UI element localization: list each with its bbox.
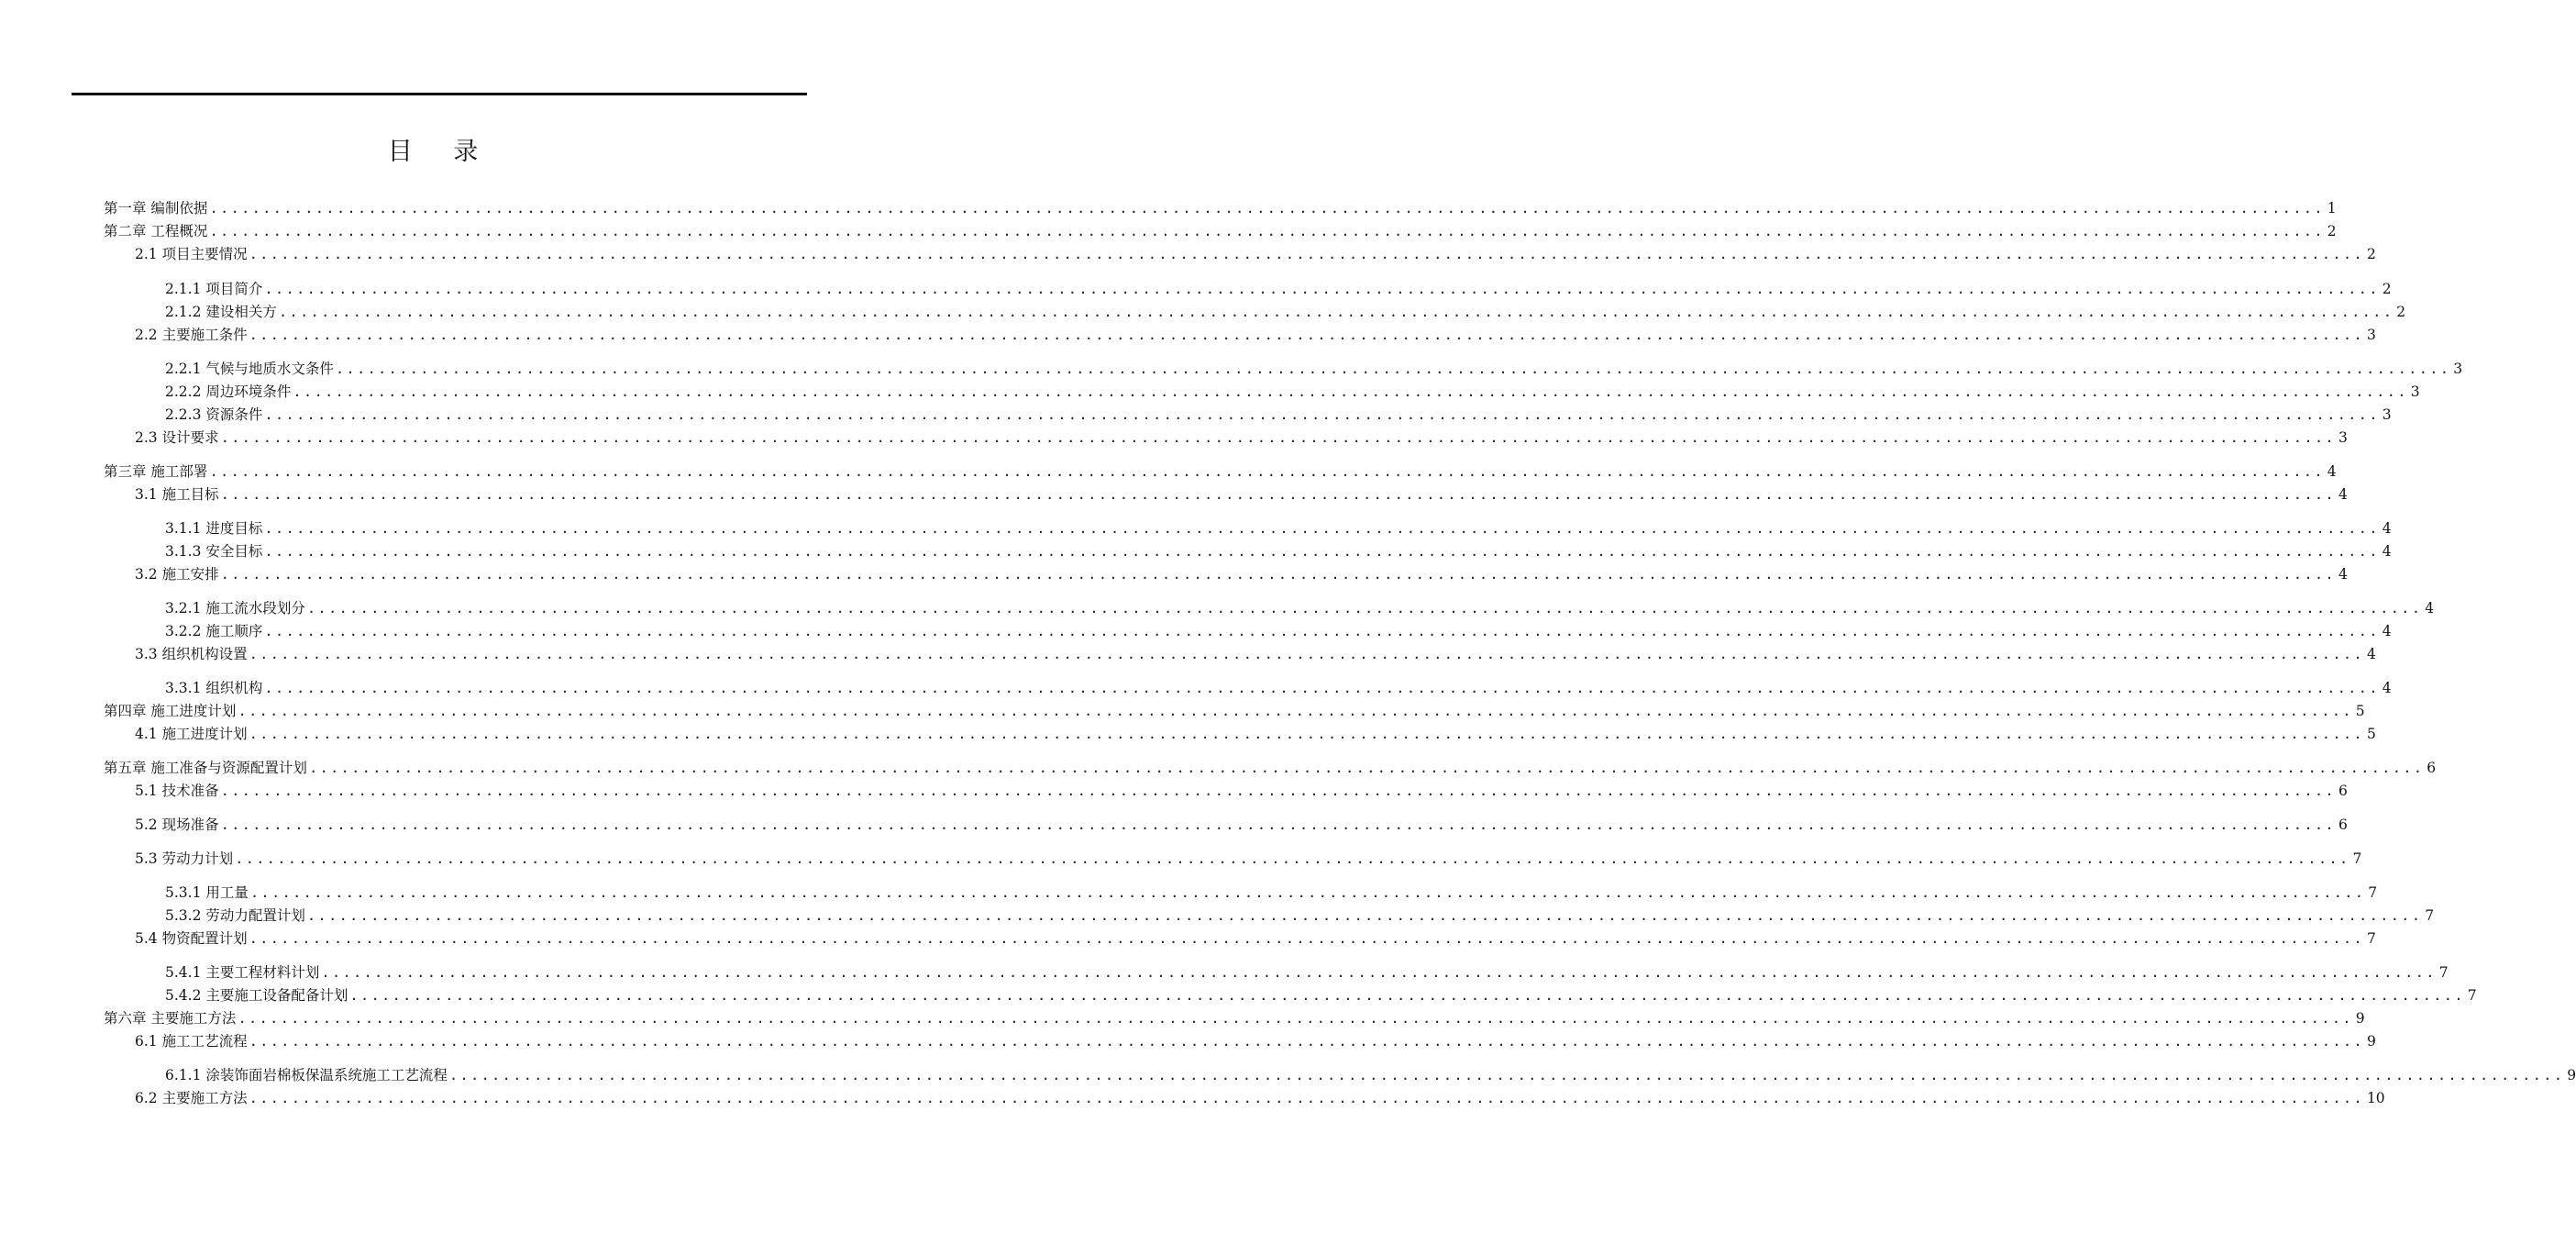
toc-entry[interactable]: [104, 1009, 2365, 1028]
toc-entry[interactable]: [165, 599, 2435, 617]
toc-entry-page: 7: [2368, 884, 2378, 901]
toc-entry-page: 3: [2338, 429, 2348, 446]
toc-entry-label: 3.3.1 组织机构: [165, 680, 263, 696]
toc-entry[interactable]: [165, 622, 2392, 640]
toc-entry[interactable]: [135, 850, 2362, 868]
toc-leader: ........................................................................................................................................................................................................: [209, 223, 2325, 239]
toc-leader: ........................................................................................................................................................................................................: [448, 1067, 2565, 1083]
toc-entry-label: 5.4 物资配置计划: [135, 930, 248, 947]
toc-entry[interactable]: [165, 519, 2392, 538]
toc-leader: ........................................................................................................................................................................................................: [249, 246, 2364, 262]
toc-leader: ........................................................................................................................................................................................................: [220, 783, 2336, 799]
toc-leader: ........................................................................................................................................................................................................: [249, 1090, 2364, 1106]
toc-entry-label: 2.1.2 建设相关方: [165, 304, 277, 320]
toc-leader: ........................................................................................................................................................................................................: [209, 200, 2325, 217]
toc-entry-label: 3.3 组织机构设置: [135, 646, 248, 662]
toc-leader: ........................................................................................................................................................................................................: [220, 429, 2336, 446]
toc-entry[interactable]: [135, 645, 2376, 663]
toc-leader: ........................................................................................................................................................................................................: [264, 680, 2380, 696]
toc-entry-page: 2: [2366, 246, 2376, 262]
toc-entry-label: 3.1 施工目标: [135, 486, 219, 503]
toc-entry-page: 7: [2366, 930, 2376, 947]
toc-entry-page: 3: [2410, 383, 2420, 400]
toc-entry[interactable]: [165, 405, 2392, 424]
toc-leader: ........................................................................................................................................................................................................: [321, 964, 2437, 981]
toc-entry-page: 5: [2366, 726, 2376, 742]
toc-entry[interactable]: [135, 725, 2376, 743]
toc-entry[interactable]: [165, 360, 2463, 378]
toc-entry-page: 7: [2467, 987, 2477, 1004]
toc-entry-label: 2.3 设计要求: [135, 429, 219, 446]
toc-entry-label: 第六章 主要施工方法: [104, 1010, 237, 1027]
toc-entry-page: 2: [2327, 223, 2337, 239]
toc-entry-page: 10: [2366, 1090, 2385, 1106]
toc-entry-label: 第二章 工程概况: [104, 223, 208, 239]
toc-entry-page: 4: [2382, 543, 2392, 560]
toc-entry-page: 3: [2453, 361, 2463, 377]
toc-entry-page: 6: [2427, 760, 2437, 776]
toc-entry[interactable]: [135, 929, 2376, 948]
toc-entry[interactable]: [165, 883, 2378, 902]
toc-entry-page: 6: [2338, 783, 2348, 799]
toc-entry-page: 4: [2338, 486, 2348, 503]
toc-entry-page: 4: [2382, 623, 2392, 639]
toc-entry-page: 2: [2396, 304, 2406, 320]
toc-leader: ........................................................................................................................................................................................................: [306, 907, 2423, 924]
toc-entry-label: 2.2.1 气候与地质水文条件: [165, 361, 334, 377]
toc-entry-page: 2: [2382, 281, 2392, 297]
toc-entry[interactable]: [165, 1066, 2576, 1084]
toc-entry-page: 6: [2338, 816, 2348, 833]
toc-entry-label: 3.2 施工安排: [135, 566, 219, 583]
toc-entry-label: 5.3 劳动力计划: [135, 850, 234, 867]
toc-leader: ........................................................................................................................................................................................................: [249, 930, 2364, 947]
toc-leader: ........................................................................................................................................................................................................: [335, 361, 2451, 377]
toc-entry[interactable]: [135, 1032, 2376, 1050]
toc-entry-page: 4: [2327, 463, 2337, 480]
toc-entry-page: 5: [2355, 703, 2365, 719]
toc-entry-label: 5.3.1 用工量: [165, 884, 249, 901]
toc-entry-page: 4: [2382, 520, 2392, 537]
toc-leader: ........................................................................................................................................................................................................: [278, 304, 2394, 320]
toc-entry-page: 9: [2567, 1067, 2576, 1083]
toc-entry[interactable]: [165, 906, 2435, 925]
toc-leader: ........................................................................................................................................................................................................: [220, 816, 2336, 833]
toc-entry[interactable]: [165, 963, 2449, 982]
toc-entry[interactable]: [165, 280, 2392, 298]
toc-entry[interactable]: [135, 428, 2348, 447]
toc-entry-label: 第四章 施工进度计划: [104, 703, 237, 719]
toc-entry-label: 2.1 项目主要情况: [135, 246, 248, 262]
toc-entry[interactable]: [135, 326, 2376, 344]
toc-entry-label: 第五章 施工准备与资源配置计划: [104, 760, 307, 776]
toc-entry-page: 3: [2382, 406, 2392, 423]
toc-entry[interactable]: [104, 759, 2437, 777]
toc-entry-label: 5.3.2 劳动力配置计划: [165, 907, 305, 924]
toc-leader: ........................................................................................................................................................................................................: [249, 646, 2364, 662]
toc-leader: ........................................................................................................................................................................................................: [220, 566, 2336, 583]
toc-entry[interactable]: [165, 679, 2392, 697]
page-title: 目 录: [387, 138, 495, 166]
toc-entry-label: 2.1.1 项目简介: [165, 281, 263, 297]
toc-entry-page: 4: [2338, 566, 2348, 583]
toc-entry[interactable]: [104, 199, 2337, 217]
toc-entry-page: 4: [2425, 600, 2435, 616]
toc-entry-label: 3.2.2 施工顺序: [165, 623, 263, 639]
toc-leader: ........................................................................................................................................................................................................: [249, 1033, 2364, 1050]
toc-entry[interactable]: [104, 462, 2337, 481]
toc-entry-label: 2.2.2 周边环境条件: [165, 383, 292, 400]
toc-entry-label: 第三章 施工部署: [104, 463, 208, 480]
toc-entry[interactable]: [135, 485, 2348, 504]
toc-entry-label: 6.2 主要施工方法: [135, 1090, 248, 1106]
toc-entry[interactable]: [135, 245, 2376, 263]
toc-entry-page: 7: [2438, 964, 2449, 981]
toc-entry[interactable]: [165, 383, 2420, 401]
toc-leader: ........................................................................................................................................................................................................: [209, 463, 2325, 480]
toc-leader: ........................................................................................................................................................................................................: [238, 703, 2353, 719]
toc-entry[interactable]: [165, 986, 2477, 1005]
toc-leader: ........................................................................................................................................................................................................: [220, 486, 2336, 503]
toc-leader: ........................................................................................................................................................................................................: [264, 281, 2380, 297]
toc-entry-label: 5.2 现场准备: [135, 816, 219, 833]
toc-leader: ........................................................................................................................................................................................................: [249, 884, 2366, 901]
toc-entry[interactable]: [135, 1089, 2385, 1107]
toc-entry-page: 7: [2425, 907, 2435, 924]
toc-leader: ........................................................................................................................................................................................................: [238, 1010, 2353, 1027]
toc-entry[interactable]: [135, 816, 2348, 834]
toc-leader: ........................................................................................................................................................................................................: [264, 520, 2380, 537]
toc-entry-label: 5.4.2 主要施工设备配备计划: [165, 987, 348, 1004]
toc-entry-label: 5.4.1 主要工程材料计划: [165, 964, 320, 981]
toc-leader: ........................................................................................................................................................................................................: [293, 383, 2408, 400]
toc-entry-page: 7: [2352, 850, 2362, 867]
toc-entry-label: 2.2.3 资源条件: [165, 406, 263, 423]
toc-entry[interactable]: [104, 702, 2365, 720]
toc-entry-page: 4: [2382, 680, 2392, 696]
toc-entry[interactable]: [135, 782, 2348, 800]
toc-entry-page: 4: [2366, 646, 2376, 662]
toc-entry-page: 9: [2366, 1033, 2376, 1050]
toc-entry[interactable]: [165, 303, 2406, 321]
toc-entry-page: 9: [2355, 1010, 2365, 1027]
toc-entry-label: 3.1.3 安全目标: [165, 543, 263, 560]
toc-leader: ........................................................................................................................................................................................................: [249, 726, 2364, 742]
header-rule: [72, 93, 807, 95]
toc-leader: ........................................................................................................................................................................................................: [308, 760, 2425, 776]
toc-entry-page: 3: [2366, 327, 2376, 343]
toc-leader: ........................................................................................................................................................................................................: [349, 987, 2465, 1004]
toc-leader: ........................................................................................................................................................................................................: [264, 623, 2380, 639]
toc-entry-label: 2.2 主要施工条件: [135, 327, 248, 343]
toc-leader: ........................................................................................................................................................................................................: [235, 850, 2350, 867]
toc-leader: ........................................................................................................................................................................................................: [306, 600, 2423, 616]
toc-entry[interactable]: [165, 542, 2392, 561]
toc-entry[interactable]: [104, 222, 2337, 240]
toc-leader: ........................................................................................................................................................................................................: [264, 406, 2380, 423]
toc-entry-label: 3.1.1 进度目标: [165, 520, 263, 537]
toc-leader: ........................................................................................................................................................................................................: [249, 327, 2364, 343]
toc-entry-label: 5.1 技术准备: [135, 783, 219, 799]
toc-entry-label: 6.1.1 涂装饰面岩棉板保温系统施工工艺流程: [165, 1067, 448, 1083]
toc-leader: ........................................................................................................................................................................................................: [264, 543, 2380, 560]
toc-entry-page: 1: [2327, 200, 2337, 217]
toc-entry-label: 4.1 施工进度计划: [135, 726, 248, 742]
toc-entry-label: 3.2.1 施工流水段划分: [165, 600, 305, 616]
toc-entry[interactable]: [135, 565, 2348, 583]
toc-entry-label: 第一章 编制依据: [104, 200, 208, 217]
toc-entry-label: 6.1 施工工艺流程: [135, 1033, 248, 1050]
